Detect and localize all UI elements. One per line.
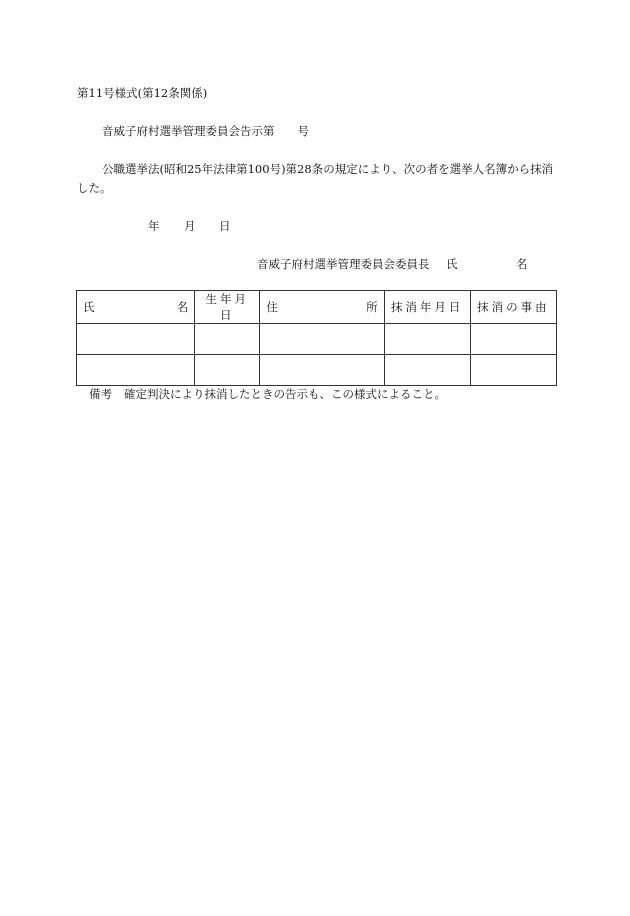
body-text-line-1: 公職選挙法(昭和25年法律第100号)第28条の規定により、次の者を選挙人名簿から抹消 xyxy=(102,162,554,176)
cell-name xyxy=(77,324,195,355)
signer-name-label-1: 氏 xyxy=(446,257,458,271)
body-text-line-2: した。 xyxy=(77,181,112,195)
remarks xyxy=(89,386,446,402)
table-row xyxy=(77,324,557,355)
signer-title: 音威子府村選挙管理委員会委員長 xyxy=(257,257,430,271)
cell-reason xyxy=(470,324,556,355)
header-reason: 抹消の事由 xyxy=(470,291,556,324)
date-month-label: 月 xyxy=(184,219,196,233)
notice-title: 音威子府村選挙管理委員会告示第 号 xyxy=(102,124,309,138)
deletion-register-table xyxy=(76,290,557,386)
header-address xyxy=(260,291,384,324)
cell-address xyxy=(260,355,384,386)
header-address-left: 住 xyxy=(266,300,278,314)
cell-address xyxy=(260,324,384,355)
header-name xyxy=(77,291,195,324)
date-day-label: 日 xyxy=(219,219,231,233)
cell-birth-date xyxy=(195,355,260,386)
table-row xyxy=(77,355,557,386)
cell-reason xyxy=(470,355,556,386)
date-year-label: 年 xyxy=(148,219,160,233)
signer-name-label-2: 名 xyxy=(516,257,528,271)
cell-name xyxy=(77,355,195,386)
remarks-text: 確定判決により抹消したときの告示も、この様式によること。 xyxy=(124,387,446,401)
form-number: 第11号様式(第12条関係) xyxy=(77,86,208,100)
table-header-row xyxy=(77,291,557,324)
cell-deletion-date xyxy=(384,324,470,355)
header-name-right: 名 xyxy=(176,300,189,314)
header-deletion-date: 抹消年月日 xyxy=(384,291,470,324)
cell-deletion-date xyxy=(384,355,470,386)
header-birth-date: 生年月日 xyxy=(195,291,260,324)
cell-birth-date xyxy=(195,324,260,355)
header-address-right: 所 xyxy=(366,300,378,314)
remarks-label: 備考 xyxy=(89,387,112,401)
header-name-left: 氏 xyxy=(83,300,95,314)
